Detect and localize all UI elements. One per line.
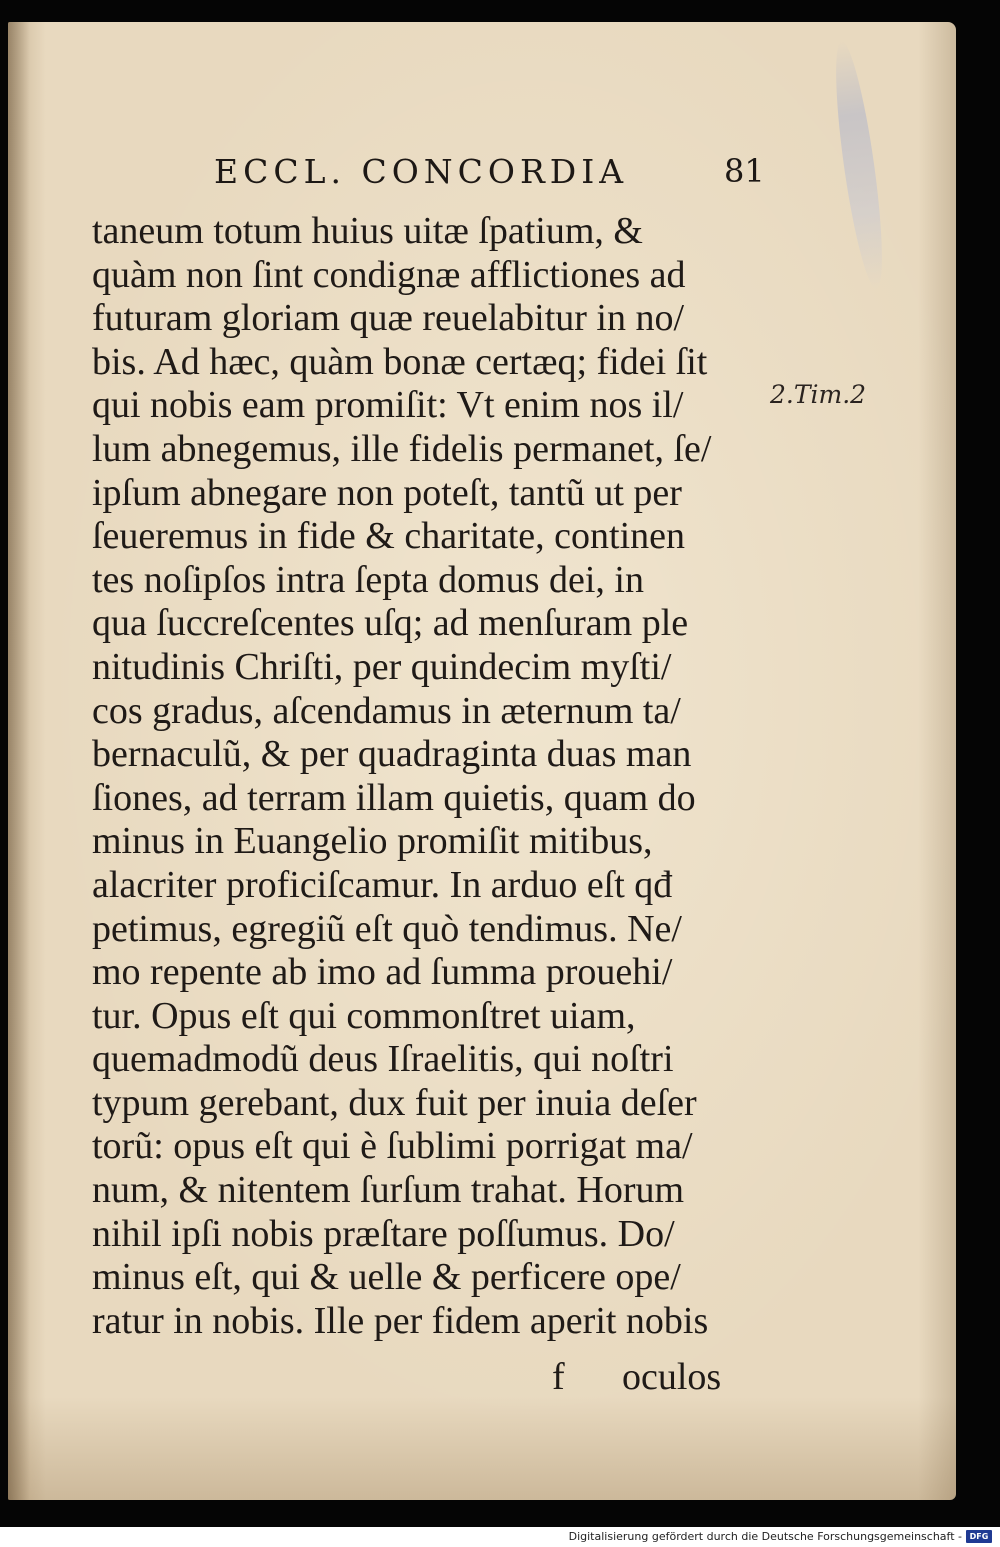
text-line: minus eſt, qui & uelle & perficere ope/ (92, 1256, 681, 1299)
catchword: oculos (622, 1356, 722, 1398)
text-line: nihil ipſi nobis præſtare poſſumus. Do/ (92, 1212, 675, 1255)
page-number: 81 (724, 152, 765, 190)
text-line: bernaculũ, & per quadraginta duas man (92, 733, 692, 776)
dfg-logo: DFG (966, 1530, 992, 1543)
text-line: qua ſuccreſcentes uſq; ad menſuram ple (92, 602, 689, 645)
text-line: quàm non ſint condignæ afflictiones ad (92, 253, 686, 296)
text-line: petimus, egregiũ eſt quò tendimus. Ne/ (92, 907, 682, 950)
text-line: mo repente ab imo ad ſumma prouehi/ (92, 951, 673, 994)
text-line: ſeueremus in fide & charitate, continen (92, 515, 685, 558)
body-text (92, 210, 764, 1343)
text-line: lum abnegemus, ille fidelis permanet, ſe/ (92, 427, 712, 470)
footer-bar (0, 1527, 1000, 1547)
text-line: taneum totum huius uitæ ſpatium, & (92, 210, 643, 252)
text-line: num, & nitentem ſurſum trahat. Horum (92, 1169, 685, 1212)
funding-note: Digitalisierung gefördert durch die Deutsche Forschungsgemeinschaft - (568, 1530, 962, 1543)
signature-mark: f (552, 1356, 565, 1398)
text-line: quemadmodũ deus Iſraelitis, qui noſtri (92, 1038, 674, 1081)
text-line: torũ: opus eſt qui è ſublimi porrigat ma/ (92, 1125, 693, 1168)
text-line: nitudinis Chriſti, per quindecim myſti/ (92, 645, 672, 688)
text-line: futuram gloriam quæ reuelabitur in no/ (92, 297, 685, 340)
text-line: ratur in nobis. Ille per fidem aperit nobis (92, 1299, 709, 1342)
text-line: ipſum abnegare non poteſt, tantũ ut per (92, 471, 682, 514)
spine-shadow (8, 22, 30, 1500)
text-line: typum gerebant, dux fuit per inuia deſer (92, 1081, 697, 1124)
text-line: cos gradus, aſcendamus in æternum ta/ (92, 689, 681, 732)
text-line: tur. Opus eſt qui commonſtret uiam, (92, 994, 636, 1037)
text-line: alacriter proficiſcamur. In arduo eſt qđ (92, 863, 673, 906)
text-line: ſiones, ad terram illam quietis, quam do (92, 776, 696, 819)
text-line: qui nobis eam promiſit: Vt enim nos il/ (92, 384, 684, 427)
page-stain (827, 39, 892, 291)
text-line: minus in Euangelio promiſit mitibus, (92, 820, 653, 863)
text-line: tes noſipſos intra ſepta domus dei, in (92, 558, 644, 601)
text-line: bis. Ad hæc, quàm bonæ certæq; fidei ſit (92, 340, 708, 383)
marginal-note: 2.Tim.2 (770, 380, 867, 409)
running-head: ECCL. CONCORDIA (214, 152, 629, 191)
